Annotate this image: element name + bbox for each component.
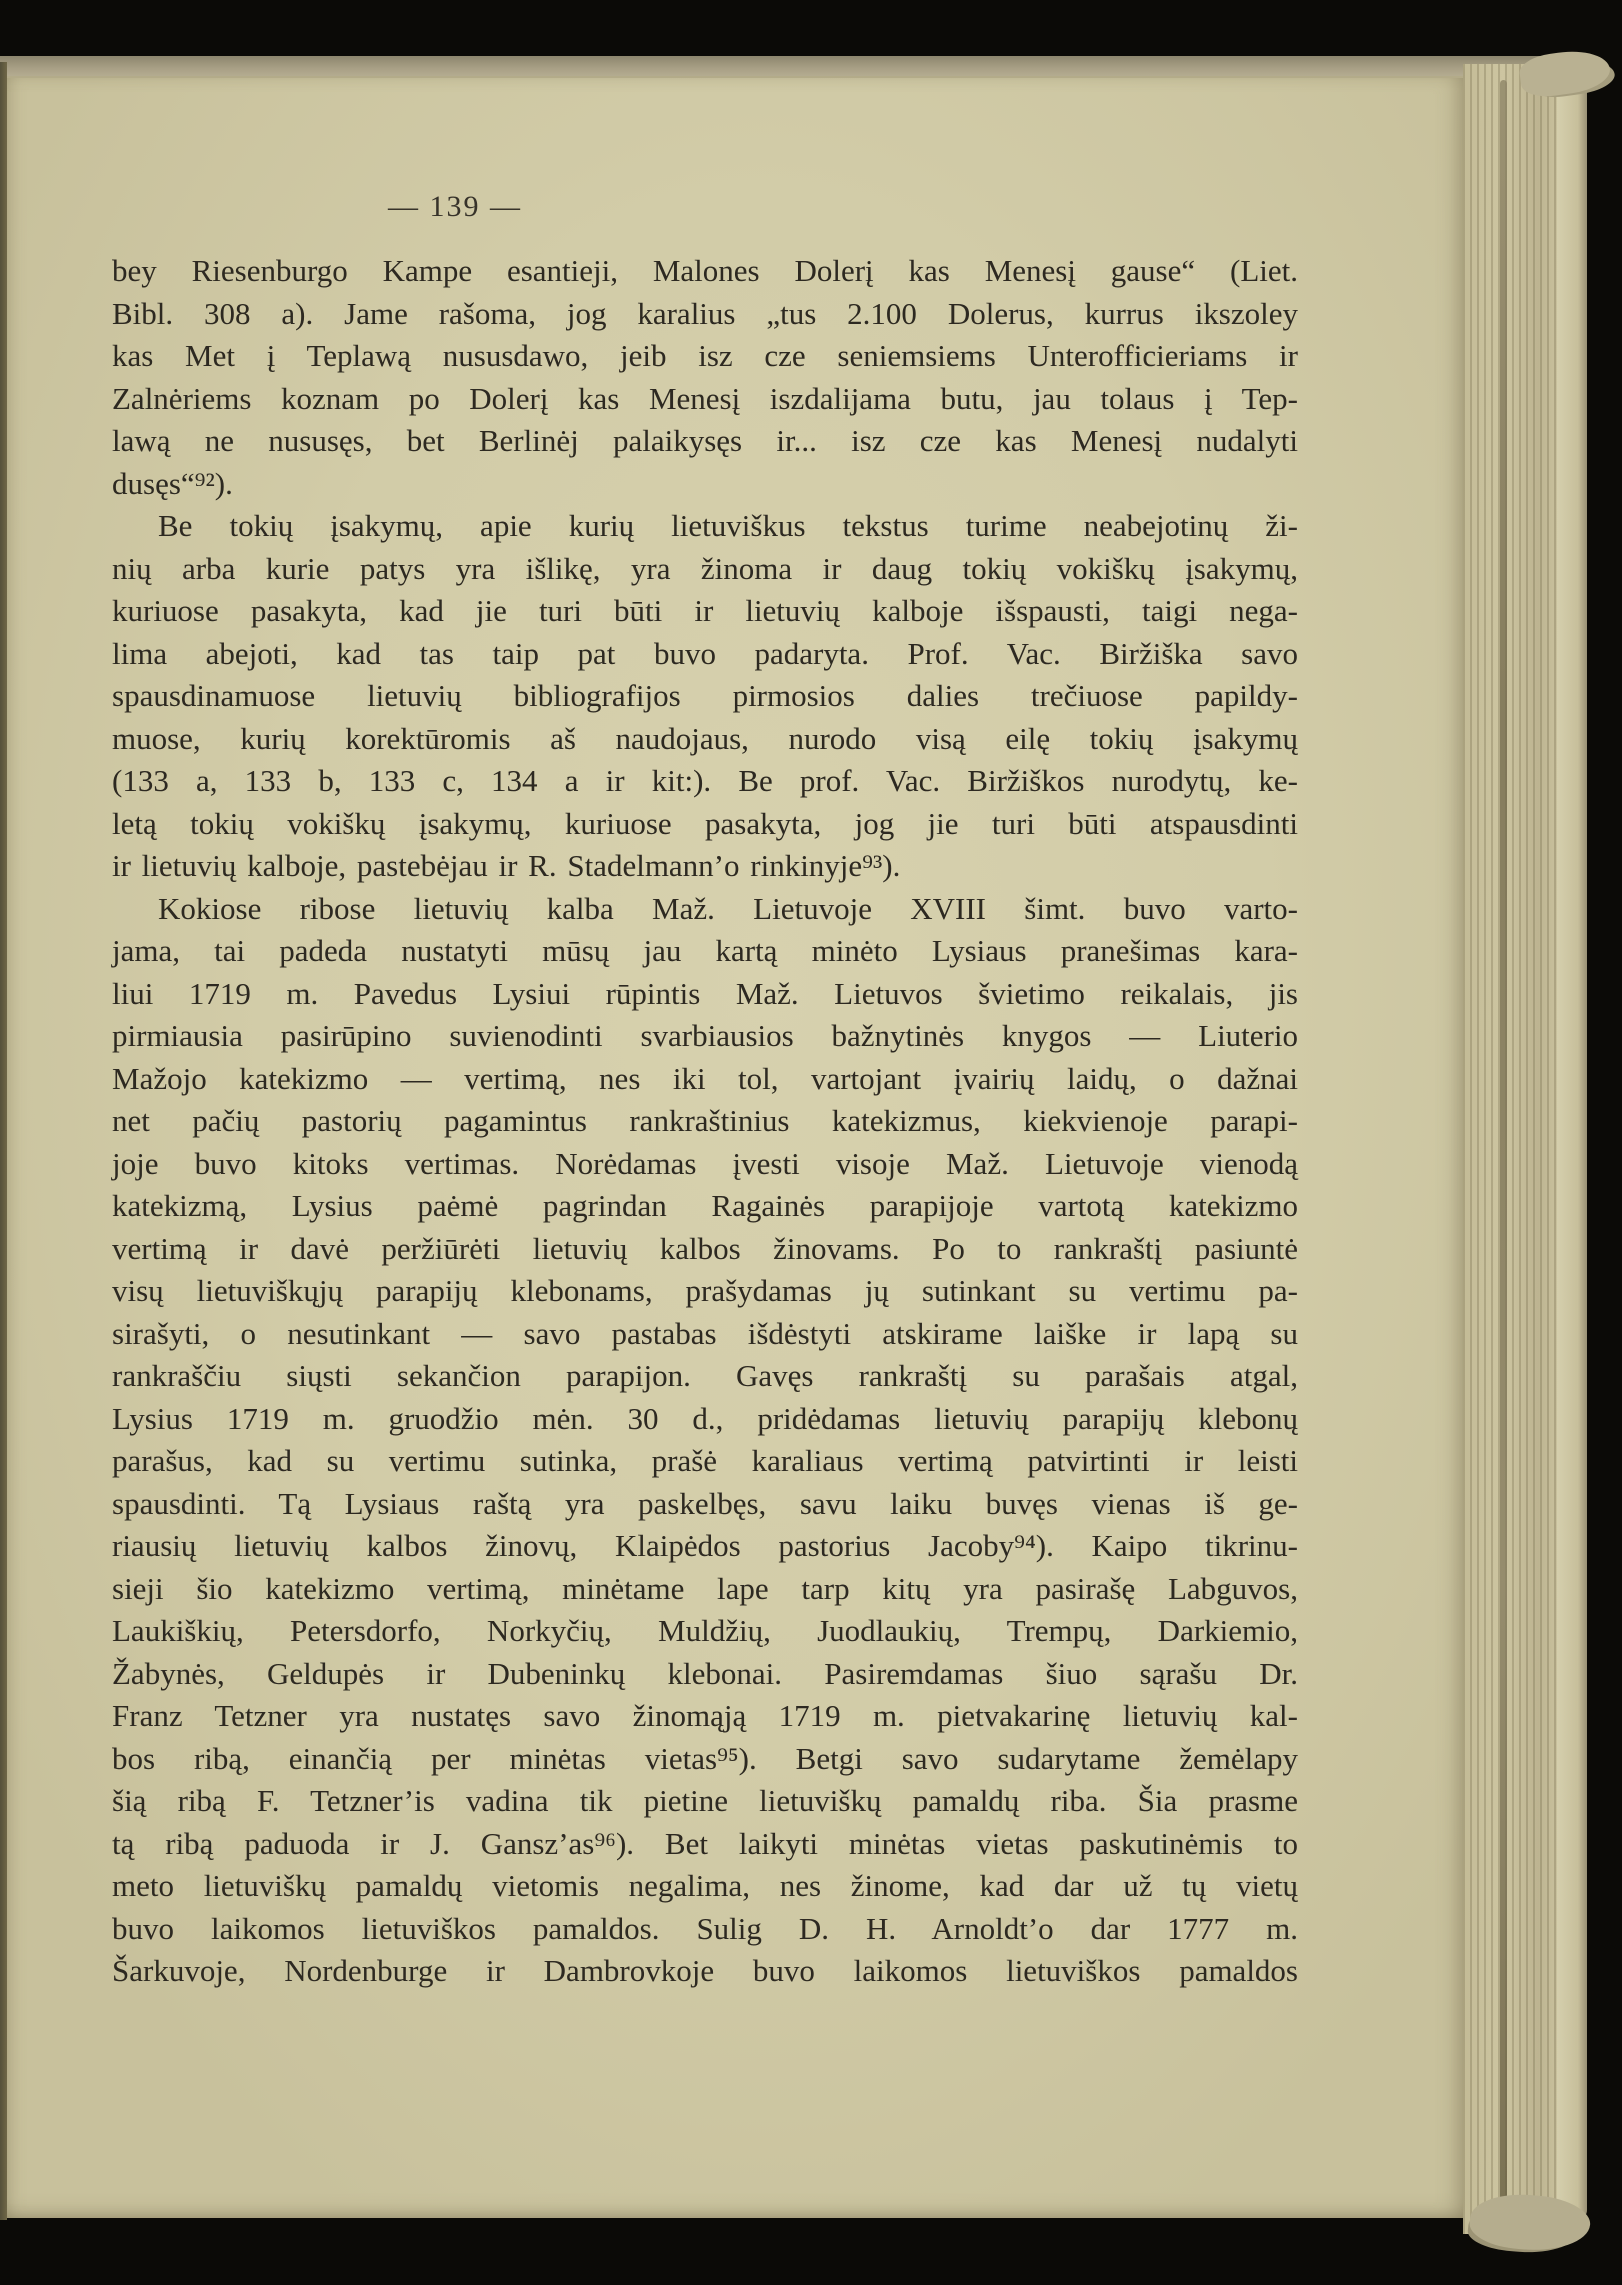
text-line: Franz Tetzner yra nustatęs savo žinomąją 1719 m. pietvakarinę lietuvių kal- [112, 1698, 1298, 1733]
text-line: lima abejoti, kad tas taip pat buvo padaryta. Prof. Vac. Biržiška savo [112, 635, 1298, 671]
text-line: jama, tai padeda nustatyti mūsų jau kartą minėto Lysiaus pranešimas kara- [112, 933, 1298, 968]
text-line: Be tokių įsakymų, apie kurių lietuviškus tekstus turime neabejotinų ži- [158, 508, 1298, 543]
text-line: lawą ne nususęs, bet Berlinėj palaikysęs ir... isz cze kas Menesį nudalyti [112, 423, 1298, 458]
text-line: (133 a, 133 b, 133 c, 134 a ir kit:). Be prof. Vac. Biržiškos nurodytų, ke- [112, 763, 1298, 798]
fore-edge-crease [1500, 80, 1507, 2220]
text-line: Zalnėriems koznam po Dolerį kas Menesį iszdalijama butu, jau tolaus į Tep- [112, 380, 1298, 416]
text-line: šią ribą F. Tetzner’is vadina tik pietine lietuviškų pamaldų riba. Šia prasme [112, 1783, 1298, 1818]
text-line: letą tokių vokiškų įsakymų, kuriuose pasakyta, jog jie turi būti atspausdinti [112, 805, 1298, 841]
text-line: Mažojo katekizmo — vertimą, nes iki tol, vartojant įvairių laidų, o dažnai [112, 1060, 1298, 1096]
text-line: tą ribą paduoda ir J. Gansz’as⁹⁶). Bet laikyti minėtas vietas paskutinėmis to [112, 1825, 1298, 1861]
page-number: — 139 — [388, 190, 522, 223]
text-line: nių arba kurie patys yra išlikę, yra žinoma ir daug tokių vokiškų įsakymų, [112, 550, 1298, 586]
text-line: pirmiausia pasirūpino suvienodinti svarbiausios bažnytinės knygos — Liuterio [112, 1018, 1298, 1053]
text-line: ir lietuvių kalboje, pastebėjau ir R. Stadelmann’o rinkinyje⁹³). [112, 848, 901, 883]
body-text [112, 250, 1298, 1993]
text-line: riausių lietuvių kalbos žinovų, Klaipėdos pastorius Jacoby⁹⁴). Kaipo tikrinu- [112, 1528, 1298, 1563]
text-line: liui 1719 m. Pavedus Lysiui rūpintis Maž. Lietuvos švietimo reikalais, jis [112, 975, 1298, 1011]
text-line: Žabynės, Geldupės ir Dubeninkų klebonai. Pasiremdamas šiuo sąrašu Dr. [112, 1655, 1298, 1691]
text-line: buvo laikomos lietuviškos pamaldos. Sulig D. H. Arnoldt’o dar 1777 m. [112, 1910, 1298, 1946]
binding-edge [0, 62, 7, 2220]
text-line: sirašyti, o nesutinkant — savo pastabas išdėstyti atskirame laiške ir lapą su [112, 1315, 1298, 1351]
text-line: parašus, kad su vertimu sutinka, prašė karaliaus vertimą patvirtinti ir leisti [112, 1443, 1298, 1478]
text-line: Laukiškių, Petersdorfo, Norkyčių, Muldžių, Juodlaukių, Trempų, Darkiemio, [112, 1613, 1298, 1648]
text-line: Šarkuvoje, Nordenburge ir Dambrovkoje buvo laikomos lietuviškos pamaldos [112, 1953, 1298, 1988]
text-line: Lysius 1719 m. gruodžio mėn. 30 d., pridėdamas lietuvių parapijų klebonų [112, 1400, 1298, 1436]
text-line: Bibl. 308 a). Jame rašoma, jog karalius „tus 2.100 Dolerus, kurrus ikszoley [112, 295, 1298, 331]
text-line: muose, kurių korektūromis aš naudojaus, nurodo visą eilę tokių įsakymų [112, 720, 1298, 756]
text-line: kuriuose pasakyta, kad jie turi būti ir lietuvių kalboje išspausti, taigi nega- [112, 593, 1298, 628]
text-line: bey Riesenburgo Kampe esantieji, Malones Dolerį kas Menesį gause“ (Liet. [112, 253, 1298, 288]
text-line: dusęs“⁹²). [112, 465, 233, 501]
text-line: net pačių pastorių pagamintus rankraštinius katekizmus, kiekvienoje parapi- [112, 1103, 1298, 1138]
fore-edge-outer [1557, 70, 1587, 2220]
text-line: sieji šio katekizmo vertimą, minėtame lape tarp kitų yra pasirašę Labguvos, [112, 1570, 1298, 1606]
text-line: kas Met į Teplawą nususdawo, jeib isz cze seniemsiems Unterofficieriams ir [112, 338, 1298, 373]
text-line: vertimą ir davė peržiūrėti lietuvių kalbos žinovams. Po to rankraštį pasiuntė [112, 1230, 1298, 1266]
book-fore-edge [1463, 64, 1563, 2234]
text-line: visų lietuviškųjų parapijų klebonams, prašydamas jų sutinkant su vertimu pa- [112, 1273, 1298, 1308]
text-line: Kokiose ribose lietuvių kalba Maž. Lietuvoje XVIII šimt. buvo varto- [158, 890, 1298, 926]
text-line: joje buvo kitoks vertimas. Norėdamas įvesti visoje Maž. Lietuvoje vienodą [112, 1145, 1298, 1181]
text-line: meto lietuviškų pamaldų vietomis negalima, nes žinome, kad dar už tų vietų [112, 1868, 1298, 1903]
frayed-corner-top [1518, 46, 1613, 100]
text-line: spausdinti. Tą Lysiaus raštą yra paskelbęs, savu laiku buvęs vienas iš ge- [112, 1485, 1298, 1521]
text-line: spausdinamuose lietuvių bibliografijos pirmosios dalies trečiuose papildy- [112, 678, 1298, 713]
text-line: rankraščiu siųsti sekančion parapijon. Gavęs rankraštį su parašais atgal, [112, 1358, 1298, 1393]
page-top-edge [0, 56, 1557, 78]
text-line: katekizmą, Lysius paėmė pagrindan Ragainės parapijoje vartotą katekizmo [112, 1188, 1298, 1223]
text-line: bos ribą, einančią per minėtas vietas⁹⁵). Betgi savo sudarytame žemėlapy [112, 1740, 1298, 1776]
